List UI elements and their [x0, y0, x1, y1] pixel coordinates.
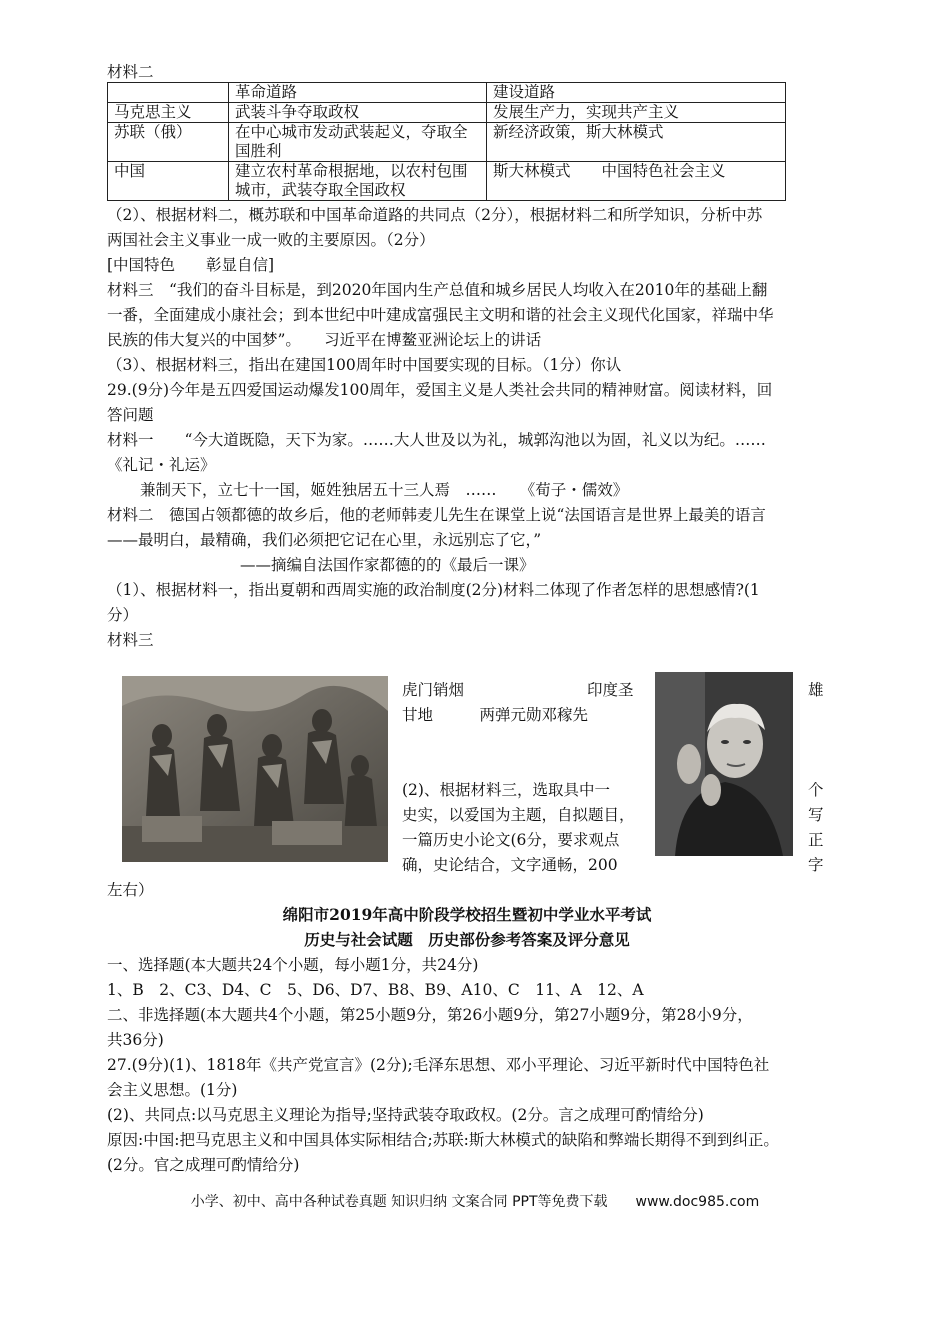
answer-text: (2)、共同点:以马克思主义理论为指导;坚持武装夺取政权。(2分。言之成理可酌情给分) — [107, 1106, 704, 1124]
material-3-text: 民族的伟大复兴的中国梦”。 习近平在博鳌亚洲论坛上的讲话 — [107, 331, 542, 349]
table-cell: 苏联（俄） — [108, 123, 229, 162]
material-3b-label: 材料三 — [107, 631, 154, 649]
picture-caption-d: 甘地 两弹元勋邓稼先 — [402, 706, 589, 724]
material-2-text: ——最明白，最精确，我们必须把它记在心里，永远别忘了它，” — [107, 531, 542, 549]
comparison-table — [107, 82, 786, 201]
table-cell: 新经济政策，斯大林模式 — [487, 123, 786, 162]
picture-caption-c: 雄 — [808, 681, 824, 699]
answer-text: 一、选择题(本大题共24个小题，每小题1分，共24分) — [107, 956, 479, 974]
table-cell: 斯大林模式 中国特色社会主义 — [487, 162, 786, 201]
material-3-text: 一番，全面建成小康社会；到本世纪中叶建成富强民主文明和谐的社会主义现代化国家，祥瑞中华 — [107, 306, 774, 324]
table-cell: 发展生产力，实现共产主义 — [487, 103, 786, 123]
table-header-cell — [108, 83, 229, 103]
answer-text: 二、非选择题(本大题共4个小题，第25小题9分，第26小题9分，第27小题9分，第28小9分， — [107, 1006, 753, 1024]
table-header-cell: 建设道路 — [487, 83, 786, 103]
question-1-text: 分） — [107, 606, 139, 624]
question-29-text: 29.(9分)今年是五四爱国运动爆发100周年，爱国主义是人类社会共同的精神财富。阅读材料，回 — [107, 381, 773, 399]
answer-text: (2分。官之成理可酌情给分) — [107, 1156, 300, 1174]
material-2-source: ——摘编自法国作家都德的的《最后一课》 — [240, 556, 535, 574]
question-29-text: 答问题 — [107, 406, 154, 424]
relief-sculpture-icon — [122, 676, 388, 862]
material-1-text: 材料一 “今大道既隐，天下为家。……大人世及以为礼，城郭沟池以为固，礼义以为纪。…… — [107, 431, 766, 449]
material-3-text: 材料三 “我们的奋斗目标是，到2020年国内生产总值和城乡居民人均收入在2010年的基础上翻 — [107, 281, 768, 299]
question-1-text: （1）、根据材料一，指出夏朝和西周实施的政治制度(2分)材料二体现了作者怎样的思想感情?(1 — [107, 581, 760, 599]
question-2-text: 两国社会主义事业一成一败的主要原因。（2分） — [107, 231, 435, 249]
answer-text: 原因:中国:把马克思主义和中国具体实际相结合;苏联:斯大林模式的缺陷和弊端长期得不到到纠正。 — [107, 1131, 779, 1149]
material-1-text: 兼制天下，立七十一国，姬姓独居五十三人焉 …… 《荀子・儒效》 — [140, 481, 629, 499]
table-cell: 中国 — [108, 162, 229, 201]
answer-subtitle: 历史与社会试题 历史部份参考答案及评分意见 — [304, 930, 630, 949]
section-label-material-2: 材料二 — [107, 63, 154, 81]
table-cell: 马克思主义 — [108, 103, 229, 123]
question-2b-text: 史实，以爱国为主题，自拟题目， — [402, 806, 635, 824]
question-2b-text: 左右） — [107, 881, 154, 899]
humen-relief-image — [122, 676, 388, 862]
section-tag: [中国特色 彰显自信] — [107, 256, 275, 274]
table-row — [108, 123, 786, 162]
deng-jiaxian-portrait — [655, 672, 793, 856]
question-2b-text: 字 — [808, 856, 824, 874]
material-2-text: 材料二 德国占领都德的故乡后，他的老师韩麦儿先生在课堂上说“法国语言是世界上最美的语言 — [107, 506, 766, 524]
question-2b-text: 一篇历史小论文(6分，要求观点 — [402, 831, 620, 849]
table-cell: 在中心城市发动武装起义，夺取全国胜利 — [229, 123, 487, 162]
table-row — [108, 162, 786, 201]
question-2b-text: 个 — [808, 781, 824, 799]
picture-caption-b: 印度圣 — [587, 681, 634, 699]
answer-title: 绵阳市2019年高中阶段学校招生暨初中学业水平考试 — [282, 905, 652, 924]
question-3-text: （3）、根据材料三，指出在建国100周年时中国要实现的目标。（1分）你认 — [107, 356, 622, 374]
portrait-photo-icon — [655, 672, 793, 856]
answer-text: 会主义思想。(1分) — [107, 1081, 238, 1099]
table-cell: 建立农村革命根据地，以农村包围城市，武装夺取全国政权 — [229, 162, 487, 201]
question-2b-text: 确，史论结合，文字通畅，200 — [402, 856, 618, 874]
answer-text: 1、B 2、C3、D4、C 5、D6、D7、B8、B9、A10、C 11、A 12、A — [107, 981, 644, 999]
table-header-cell: 革命道路 — [229, 83, 487, 103]
answer-text: 27.(9分)(1)、1818年《共产党宣言》(2分);毛泽东思想、邓小平理论、习近平新时代中国特色社 — [107, 1056, 770, 1074]
page-footer: 小学、初中、高中各种试卷真题 知识归纳 文案合同 PPT等免费下载 www.doc985.com — [190, 1194, 760, 1210]
question-2b-text: 写 — [808, 806, 824, 824]
table-header-row — [108, 83, 786, 103]
table-cell: 武装斗争夺取政权 — [229, 103, 487, 123]
material-1-text: 《礼记・礼运》 — [107, 456, 216, 474]
picture-caption-a: 虎门销烟 — [402, 681, 465, 699]
question-2b-text: (2)、根据材料三，选取具中一 — [402, 781, 610, 799]
question-2-text: （2）、根据材料二，概苏联和中国革命道路的共同点（2分），根据材料二和所学知识，分析中苏 — [107, 206, 763, 224]
question-2b-text: 正 — [808, 831, 824, 849]
table-row — [108, 103, 786, 123]
answer-text: 共36分) — [107, 1031, 164, 1049]
